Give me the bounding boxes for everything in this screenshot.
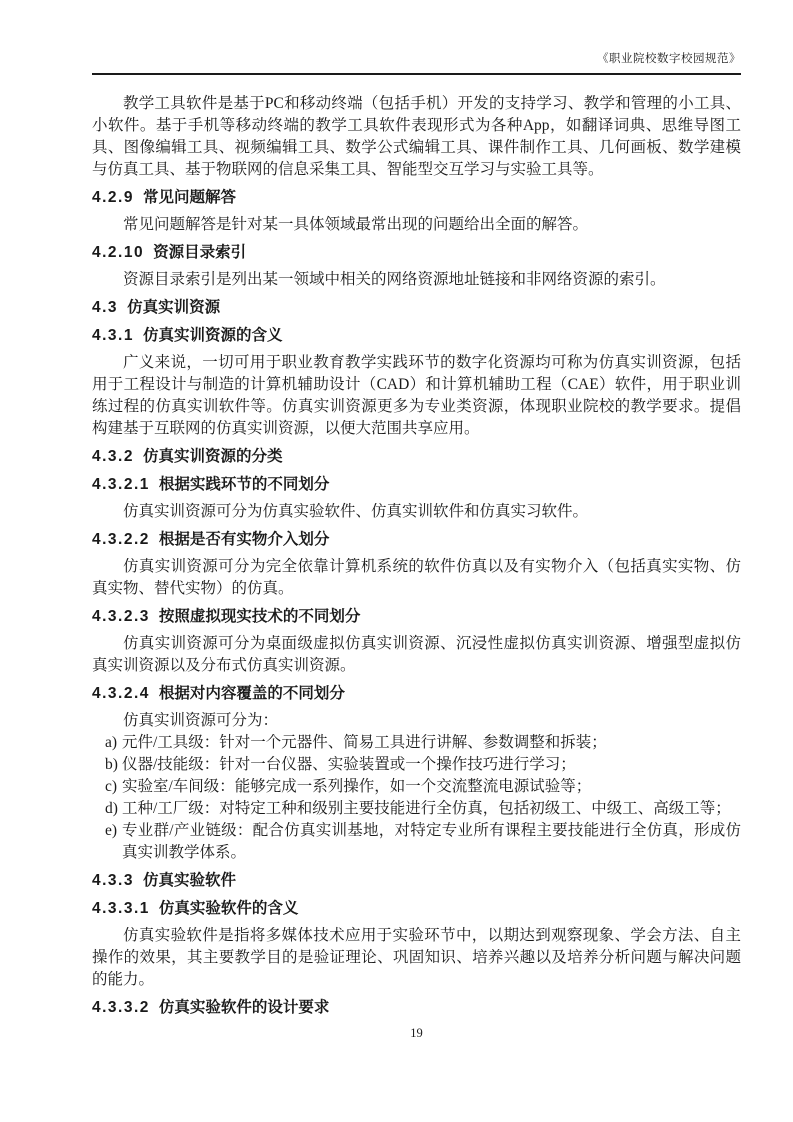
heading-number: 4.3: [92, 299, 119, 316]
heading-title: 常见问题解答: [142, 189, 236, 206]
heading-title: 根据对内容覆盖的不同划分: [158, 685, 345, 702]
heading-number: 4.2.10: [92, 244, 145, 261]
heading-4-2-10: [92, 242, 741, 264]
heading-number: 4.3.1: [92, 327, 134, 344]
list-marker: c): [105, 778, 118, 795]
heading-title: 按照虚拟现实技术的不同划分: [158, 608, 361, 625]
heading-number: 4.3.2.4: [92, 685, 150, 702]
heading-title: 仿真实验软件的设计要求: [158, 999, 330, 1016]
heading-number: 4.3.3.1: [92, 900, 150, 917]
list-marker: a): [105, 734, 118, 751]
heading-4-3-3-1: [92, 898, 741, 920]
list-item-text: 元件/工具级：针对一个元器件、简易工具进行讲解、参数调整和拆装；: [122, 734, 607, 751]
list-item-c: [92, 776, 741, 798]
paragraph-meaning: 广义来说，一切可用于职业教育教学实践环节的数字化资源均可称为仿真实训资源，包括用于工程设计与制造的计算机辅助设计（CAD）和计算机辅助工程（CAE）软件，用于职业训练过程的仿真实训软件等。仿真实训资源更多为专业类资源，体现职业院校的教学要求。提倡构建基于互联网的仿真实训资源，以便大范围共享应用。: [92, 354, 741, 437]
heading-number: 4.3.2.3: [92, 608, 150, 625]
document-body: [92, 93, 741, 1019]
heading-title: 仿真实训资源的含义: [142, 327, 283, 344]
paragraph-by-practice: 仿真实训资源可分为仿真实验软件、仿真实训软件和仿真实习软件。: [123, 503, 589, 520]
paragraph-catalog-index: 资源目录索引是列出某一领域中相关的网络资源地址链接和非网络资源的索引。: [123, 271, 666, 288]
list-item-text: 专业群/产业链级：配合仿真实训基地，对特定专业所有课程主要技能进行全仿真，形成仿真实训教学体系。: [122, 822, 741, 861]
heading-number: 4.3.2.1: [92, 476, 150, 493]
page-number: 19: [410, 1026, 423, 1040]
list-item-e: [92, 820, 741, 864]
page-header: [92, 52, 741, 75]
heading-4-3-2-4: [92, 683, 741, 705]
heading-number: 4.3.3: [92, 872, 134, 889]
list-item-text: 仪器/技能级：针对一台仪器、实验装置或一个操作技巧进行学习；: [122, 756, 576, 773]
list-item-b: [92, 754, 741, 776]
list-marker: d): [105, 800, 118, 817]
heading-number: 4.2.9: [92, 189, 134, 206]
paragraph-faq: 常见问题解答是针对某一具体领域最常出现的问题给出全面的解答。: [123, 216, 589, 233]
list-item-d: [92, 798, 741, 820]
heading-4-3-2-2: [92, 529, 741, 551]
heading-title: 仿真实验软件的含义: [158, 900, 299, 917]
list-marker: b): [105, 756, 118, 773]
heading-title: 仿真实训资源的分类: [142, 448, 283, 465]
heading-title: 资源目录索引: [153, 244, 247, 261]
heading-number: 4.3.3.2: [92, 999, 150, 1016]
heading-4-3-2-3: [92, 606, 741, 628]
heading-4-3: [92, 297, 741, 319]
page-footer: [92, 1026, 741, 1041]
heading-title: 仿真实验软件: [142, 872, 236, 889]
heading-4-3-3-2: [92, 997, 741, 1019]
heading-4-2-9: [92, 187, 741, 209]
paragraph-sim-exp-meaning: 仿真实验软件是指将多媒体技术应用于实验环节中，以期达到观察现象、学会方法、自主操作的效果，其主要教学目的是验证理论、巩固知识、培养兴趣以及培养分析问题与解决问题的能力。: [92, 927, 741, 988]
doc-title: 《职业院校数字校园规范》: [597, 53, 741, 65]
heading-title: 根据实践环节的不同划分: [158, 476, 330, 493]
list-item-text: 实验室/车间级：能够完成一系列操作，如一个交流整流电源试验等；: [122, 778, 592, 795]
heading-4-3-3: [92, 870, 741, 892]
paragraph-teaching-tools: 教学工具软件是基于PC和移动终端（包括手机）开发的支持学习、教学和管理的小工具、小软件。基于手机等移动终端的教学工具软件表现形式为各种App，如翻译词典、思维导图工具、图像编辑工具、视频编辑工具、数学公式编辑工具、课件制作工具、几何画板、数学建模与仿真工具、基于物联网的信息采集工具、智能型交互学习与实验工具等。: [92, 95, 741, 178]
heading-4-3-1: [92, 325, 741, 347]
paragraph-by-vr: 仿真实训资源可分为桌面级虚拟仿真实训资源、沉浸性虚拟仿真实训资源、增强型虚拟仿真实训资源以及分布式仿真实训资源。: [92, 635, 741, 674]
paragraph-coverage-intro: 仿真实训资源可分为：: [123, 712, 279, 729]
paragraph-by-physical: 仿真实训资源可分为完全依靠计算机系统的软件仿真以及有实物介入（包括真实实物、仿真实物、替代实物）的仿真。: [92, 558, 741, 597]
list-item-text: 工种/工厂级：对特定工种和级别主要技能进行全仿真，包括初级工、中级工、高级工等；: [122, 800, 731, 817]
heading-number: 4.3.2.2: [92, 531, 150, 548]
heading-number: 4.3.2: [92, 448, 134, 465]
list-item-a: [92, 732, 741, 754]
coverage-level-list: [92, 732, 741, 864]
heading-4-3-2: [92, 446, 741, 468]
heading-title: 仿真实训资源: [127, 299, 221, 316]
heading-title: 根据是否有实物介入划分: [158, 531, 330, 548]
list-marker: e): [105, 822, 118, 839]
heading-4-3-2-1: [92, 474, 741, 496]
